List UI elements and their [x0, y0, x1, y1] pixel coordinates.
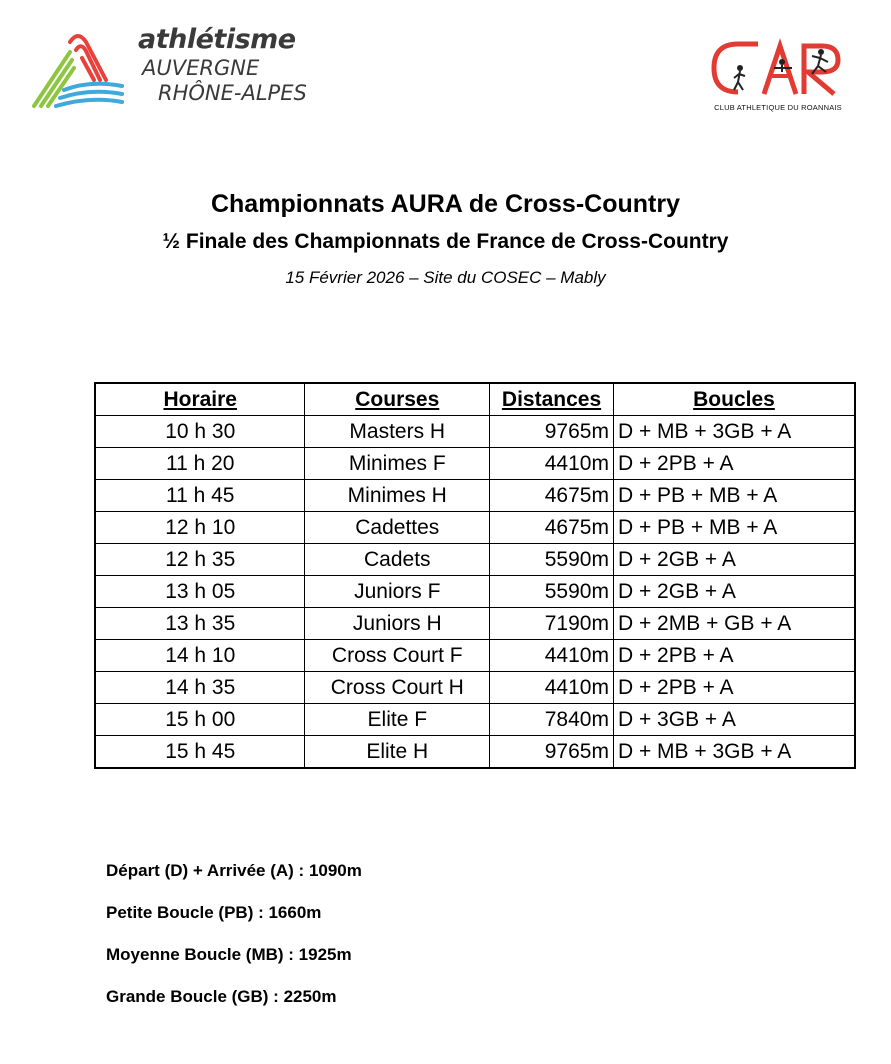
schedule-table — [94, 382, 856, 769]
table-row — [95, 576, 855, 608]
cell-time: 13 h 35 — [95, 608, 305, 640]
cell-time: 10 h 30 — [95, 416, 305, 448]
cell-course: Masters H — [305, 416, 490, 448]
loop-legend — [106, 858, 362, 1026]
cell-course: Juniors H — [305, 608, 490, 640]
cell-loops: D + 2GB + A — [613, 544, 855, 576]
cell-loops: D + PB + MB + A — [613, 480, 855, 512]
cell-distance: 7840m — [490, 704, 614, 736]
event-date-location: 15 Février 2026 – Site du COSEC – Mably — [285, 268, 606, 287]
cell-loops: D + 2PB + A — [613, 640, 855, 672]
track-lanes-icon — [30, 28, 130, 114]
cell-course: Elite H — [305, 736, 490, 769]
table-row — [95, 480, 855, 512]
page-subtitle: ½ Finale des Championnats de France de Cross-Country — [162, 230, 729, 253]
cell-course: Minimes F — [305, 448, 490, 480]
cell-distance: 7190m — [490, 608, 614, 640]
legend-start-finish: Départ (D) + Arrivée (A) : 1090m — [106, 861, 362, 880]
cell-time: 15 h 45 — [95, 736, 305, 769]
cell-loops: D + 2PB + A — [613, 448, 855, 480]
page-title: Championnats AURA de Cross-Country — [210, 190, 680, 218]
cell-course: Minimes H — [305, 480, 490, 512]
cell-distance: 4675m — [490, 512, 614, 544]
runners-emblem-icon — [708, 38, 848, 102]
cell-loops: D + 3GB + A — [613, 704, 855, 736]
cell-time: 14 h 35 — [95, 672, 305, 704]
table-row — [95, 608, 855, 640]
logo-line2: AUVERGNE — [142, 56, 260, 80]
table-row — [95, 672, 855, 704]
cell-distance: 4675m — [490, 480, 614, 512]
cell-loops: D + MB + 3GB + A — [613, 416, 855, 448]
header-boucles: Boucles — [613, 383, 855, 416]
logo-line1: athlétisme — [138, 24, 296, 55]
athletisme-aura-logo — [30, 26, 320, 116]
cell-course: Juniors F — [305, 576, 490, 608]
cell-time: 14 h 10 — [95, 640, 305, 672]
logo-line3: RHÔNE-ALPES — [158, 81, 307, 105]
cell-distance: 9765m — [490, 736, 614, 769]
table-row — [95, 448, 855, 480]
cell-loops: D + MB + 3GB + A — [613, 736, 855, 769]
cell-course: Elite F — [305, 704, 490, 736]
cell-distance: 5590m — [490, 544, 614, 576]
table-row — [95, 512, 855, 544]
table-row — [95, 736, 855, 769]
cell-loops: D + 2PB + A — [613, 672, 855, 704]
cell-course: Cadettes — [305, 512, 490, 544]
header-horaire: Horaire — [95, 383, 305, 416]
cell-distance: 9765m — [490, 416, 614, 448]
cell-course: Cadets — [305, 544, 490, 576]
car-club-logo — [708, 38, 848, 118]
table-row — [95, 704, 855, 736]
cell-distance: 5590m — [490, 576, 614, 608]
cell-loops: D + PB + MB + A — [613, 512, 855, 544]
table-row — [95, 640, 855, 672]
header-distances: Distances — [490, 383, 614, 416]
cell-time: 12 h 10 — [95, 512, 305, 544]
cell-course: Cross Court H — [305, 672, 490, 704]
table-header-row — [95, 383, 855, 416]
cell-course: Cross Court F — [305, 640, 490, 672]
table-row — [95, 544, 855, 576]
cell-time: 11 h 20 — [95, 448, 305, 480]
header-courses: Courses — [305, 383, 490, 416]
cell-loops: D + 2MB + GB + A — [613, 608, 855, 640]
cell-time: 12 h 35 — [95, 544, 305, 576]
cell-time: 13 h 05 — [95, 576, 305, 608]
cell-loops: D + 2GB + A — [613, 576, 855, 608]
cell-time: 11 h 45 — [95, 480, 305, 512]
club-caption: CLUB ATHLETIQUE DU ROANNAIS — [714, 103, 842, 112]
legend-medium-loop: Moyenne Boucle (MB) : 1925m — [106, 945, 352, 964]
legend-large-loop: Grande Boucle (GB) : 2250m — [106, 987, 337, 1006]
legend-small-loop: Petite Boucle (PB) : 1660m — [106, 903, 322, 922]
cell-distance: 4410m — [490, 672, 614, 704]
cell-time: 15 h 00 — [95, 704, 305, 736]
cell-distance: 4410m — [490, 640, 614, 672]
cell-distance: 4410m — [490, 448, 614, 480]
table-row — [95, 416, 855, 448]
